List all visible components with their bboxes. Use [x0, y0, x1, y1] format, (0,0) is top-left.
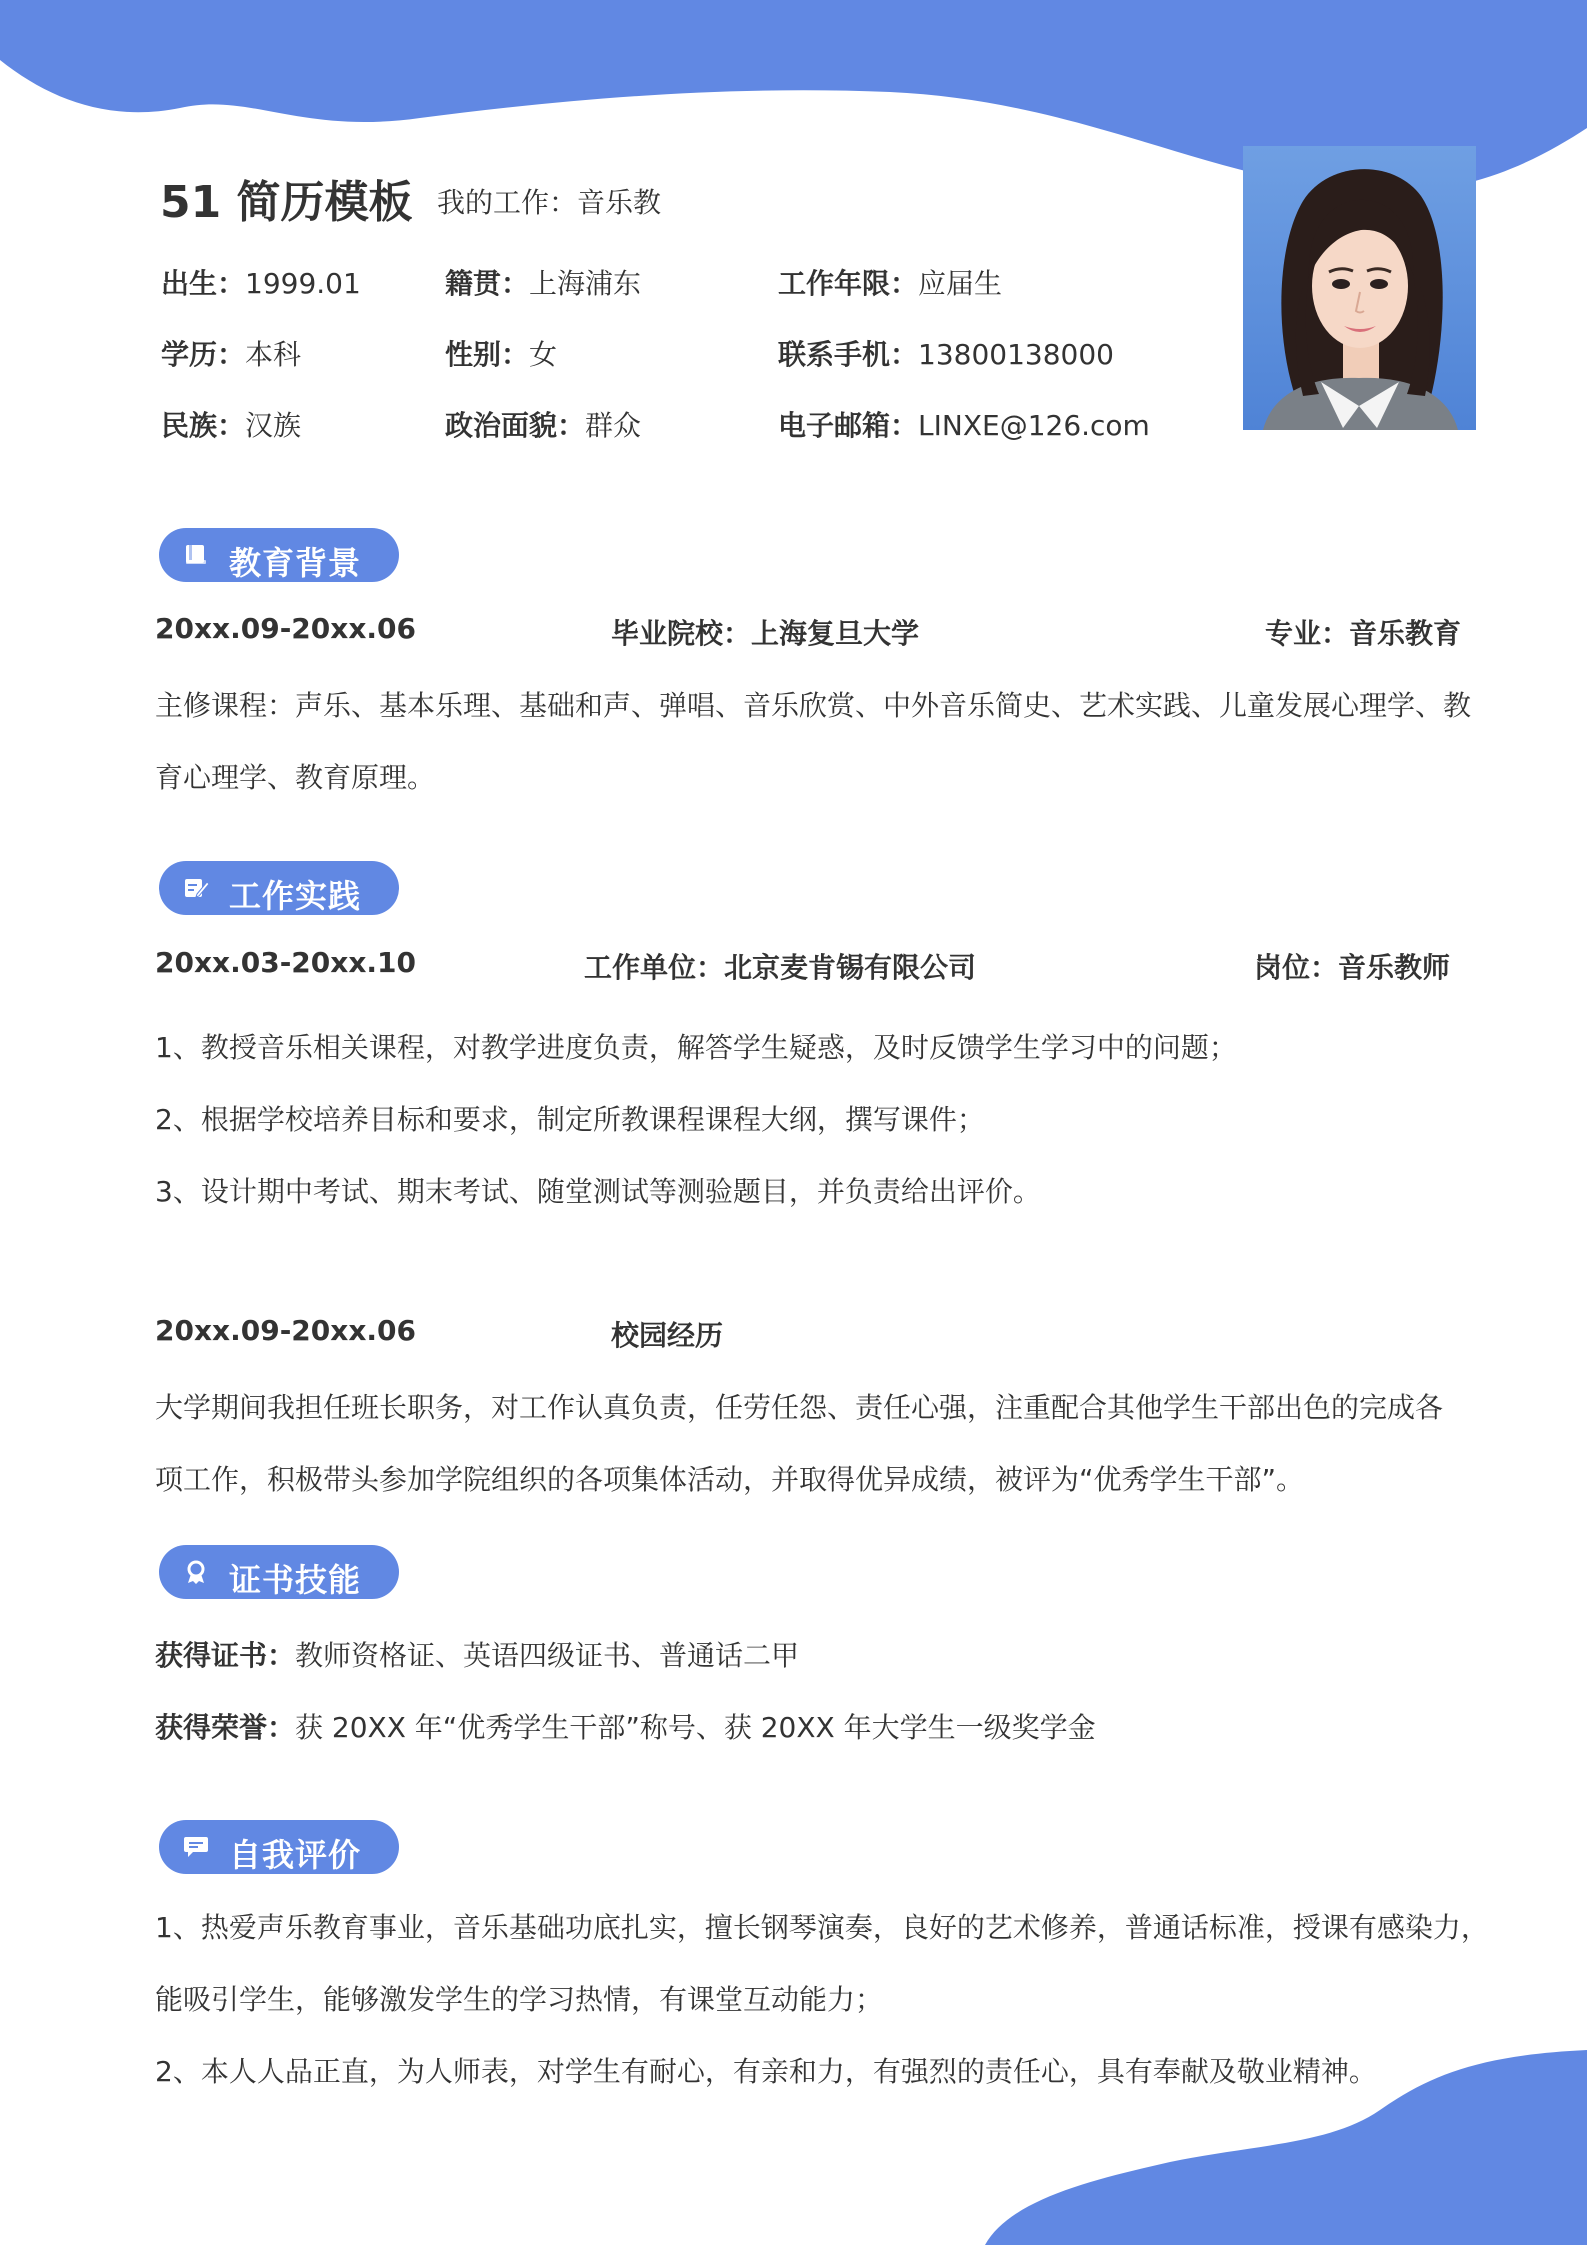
- birth-value: 1999.01: [245, 267, 361, 300]
- years-label: 工作年限：: [778, 267, 919, 300]
- certs-obtained: [155, 1634, 799, 1674]
- honor-value: 获 20XX 年“优秀学生干部”称号、获 20XX 年大学生一级奖学金: [295, 1711, 1096, 1744]
- resume-name: 51 简历模板: [160, 177, 413, 228]
- work-duty-2: 2、根据学校培养目标和要求，制定所教课程课程大纲，撰写课件；: [155, 1103, 985, 1136]
- job-objective: [437, 181, 661, 221]
- honor-label: 获得荣誉：: [155, 1711, 296, 1744]
- campus-line-1: 大学期间我担任班长职务，对工作认真负责，任劳任怨、责任心强，注重配合其他学生干部出色的完成各: [155, 1391, 1444, 1424]
- info-email: [778, 404, 1150, 444]
- phone-label: 联系手机：: [778, 338, 919, 371]
- section-header-certs: [159, 1545, 399, 1599]
- section-title-education: 教育背景: [229, 544, 362, 582]
- campus-period: 20xx.09-20xx.06: [155, 1314, 416, 1347]
- info-birth: [161, 262, 361, 302]
- political-label: 政治面貌：: [445, 409, 586, 442]
- birth-label: 出生：: [161, 267, 246, 300]
- ethnic-value: 汉族: [245, 409, 302, 442]
- edu-school: 毕业院校：上海复旦大学: [611, 617, 920, 650]
- section-header-work: [159, 861, 399, 915]
- self-eval-line-1: 1、热爱声乐教育事业，音乐基础功底扎实，擅长钢琴演奏，良好的艺术修养，普通话标准，授课有感染力，: [155, 1911, 1489, 1944]
- job-label: 我的工作：: [437, 186, 578, 219]
- edu-courses-line-1: 主修课程：声乐、基本乐理、基础和声、弹唱、音乐欣赏、中外音乐简史、艺术实践、儿童发展心理学、教: [155, 689, 1472, 722]
- degree-value: 本科: [245, 338, 302, 371]
- award-icon: [183, 1560, 209, 1584]
- section-header-self-eval: [159, 1820, 399, 1874]
- work-position: 岗位：音乐教师: [1254, 951, 1451, 984]
- edit-icon: [183, 876, 209, 900]
- years-value: 应届生: [918, 267, 1003, 300]
- info-ethnicity: [161, 404, 301, 444]
- info-gender: [445, 333, 557, 373]
- degree-label: 学历：: [161, 338, 246, 371]
- campus-line-2: 项工作，积极带头参加学院组织的各项集体活动，并取得优异成绩，被评为“优秀学生干部”。: [155, 1463, 1305, 1496]
- work-period: 20xx.03-20xx.10: [155, 946, 416, 979]
- section-header-education: [159, 528, 399, 582]
- ethnic-label: 民族：: [161, 409, 246, 442]
- political-value: 群众: [585, 409, 642, 442]
- section-title-certs: 证书技能: [229, 1561, 362, 1599]
- edu-major: 专业：音乐教育: [1265, 617, 1462, 650]
- work-company: 工作单位：北京麦肯锡有限公司: [584, 951, 977, 984]
- book-icon: [183, 543, 209, 567]
- campus-title: 校园经历: [611, 1319, 724, 1352]
- self-eval-line-3: 2、本人人品正直，为人师表，对学生有耐心，有亲和力，有强烈的责任心，具有奉献及敬业精神。: [155, 2055, 1377, 2088]
- email-label: 电子邮箱：: [778, 409, 919, 442]
- comment-icon: [183, 1835, 209, 1859]
- email-value: LINXE@126.com: [918, 409, 1150, 442]
- info-phone: [778, 333, 1114, 373]
- edu-period: 20xx.09-20xx.06: [155, 612, 416, 645]
- gender-label: 性别：: [445, 338, 530, 371]
- cert-label: 获得证书：: [155, 1639, 296, 1672]
- work-duty-3: 3、设计期中考试、期末考试、随堂测试等测验题目，并负责给出评价。: [155, 1175, 1041, 1208]
- certs-honors: [155, 1706, 1096, 1746]
- job-value: 音乐教: [577, 186, 662, 219]
- section-title-work: 工作实践: [229, 877, 362, 915]
- info-native-place: [445, 262, 641, 302]
- info-degree: [161, 333, 301, 373]
- section-title-self-eval: 自我评价: [229, 1836, 362, 1874]
- phone-value: 13800138000: [918, 338, 1114, 371]
- cert-value: 教师资格证、英语四级证书、普通话二甲: [295, 1639, 800, 1672]
- edu-courses-line-2: 育心理学、教育原理。: [155, 761, 436, 794]
- native-label: 籍贯：: [445, 267, 530, 300]
- info-work-years: [778, 262, 1002, 302]
- profile-photo: [1243, 146, 1476, 430]
- native-value: 上海浦东: [529, 267, 642, 300]
- info-political: [445, 404, 641, 444]
- work-duty-1: 1、教授音乐相关课程，对教学进度负责，解答学生疑惑，及时反馈学生学习中的问题；: [155, 1031, 1237, 1064]
- self-eval-line-2: 能吸引学生，能够激发学生的学习热情，有课堂互动能力；: [155, 1983, 884, 2016]
- gender-value: 女: [529, 338, 558, 371]
